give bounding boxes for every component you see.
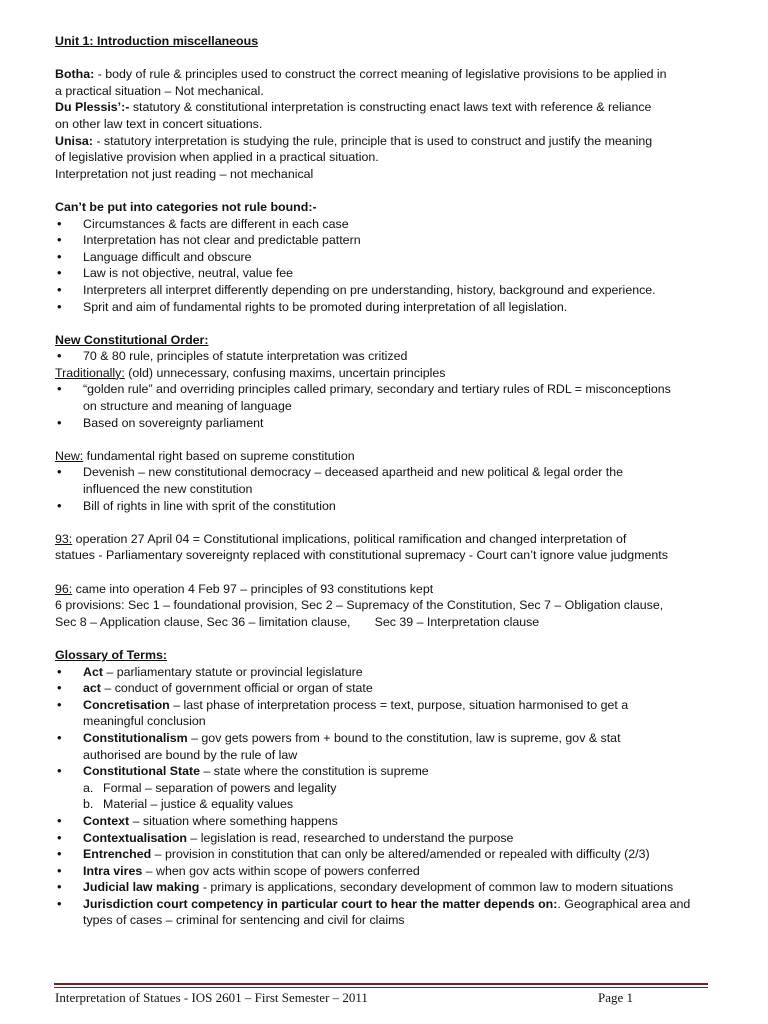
list-item: • Law is not objective, neutral, value fee: [55, 265, 715, 282]
list-item: • Based on sovereignty parliament: [55, 415, 715, 432]
document-body: Unit 1: Introduction miscellaneous Botha: - body of rule & principles used to construct the correct meaning of legislative provisions to be applied in a practical situation – Not mechanical. Du Plessis’:- statutory & constitutional interpretation is constructing enact laws text with reference & reliance on other law text in concert situations. Unisa: - statutory interpretation is studying the rule, principle that is used to construct and justify the meaning of legislative provision when applied in a practical situation. Interpretation not just reading – not mechanical Can’t be put into categories not rule bound:- • Circumstances & facts are different in each case • Interpretation has not clear and predictable pattern • Language difficult and obscure • Law is not objective, neutral, value fee • Interpreters all interpret differently depending on pre understanding, history, background and experience. • Sprit and aim of fundamental rights to be promoted during interpretation of all legislation. New Constitutional Order: • 70 & 80 rule, principles of statute interpretation was critized Traditionally: (old) unnecessary, confusing maxims, uncertain principles • “golden rule” and overriding principles called primary, secondary and tertiary rules of RDL = misconceptions on structure and meaning of language • Based on sovereignty parliament New: fundamental right based on supreme constitution • Devenish – new constitutional democracy – deceased apartheid and new political & legal order the influenced the new constitution • Bill of rights in line with sprit of the constitution 93: operation 27 April 04 = Constitutional implications, political ramification and changed interpretation of statues - Parliamentary sovereignty replaced with constitutional supremacy - Court can’t ignore value judgments 96: came into operation 4 Feb 97 – principles of 93 constitutions kept 6 provisions: Sec 1 – foundational provision, Sec 2 – Supremacy of the Constitution, Sec 7 – Obligation clause, Sec 8 – Application clause, Sec 36 – limitation clause, Sec 39 – Interpretation clause Glossary of Terms: • Act – parliamentary statute or provincial legislature • act – conduct of government official or organ of state • Concretisation – last phase of interpretation process = text, purpose, situation harmonised to get a meaningful conclusion • Constitutionalism – gov gets powers from + bound to the constitution, law is supreme, gov & stat authorised are bound by the rule of law • Constitutional State – state where the constitution is supreme a. Formal – separation of powers and legality b. Material – justice & equality values • Context – situation where something happens • Contextualisation – legislation is read, researched to understand the purpose • Entrenched – provision in constitution that can only be altered/amended or repealed with difficulty (2/3) • Intra vires – when gov acts within scope of powers conferred • Judicial law making - primary is applications, secondary development of common law to modern situations • Jurisdiction court competency in particular court to hear the matter depends on:. Geographical area and types of cases – criminal for sentencing and civil for claims: [55, 33, 715, 929]
definition-unisa: Unisa: - statutory interpretation is studying the rule, principle that is used to construct and justify the meaning: [55, 133, 653, 148]
new-line: New: fundamental right based on supreme constitution: [55, 448, 355, 463]
glossary-item: • Constitutional State – state where the constitution is supreme: [55, 763, 715, 780]
glossary-item: • Entrenched – provision in constitution that can only be altered/amended or repealed with difficulty (2/3): [55, 846, 715, 863]
glossary-item: • Concretisation – last phase of interpretation process = text, purpose, situation harmonised to get a meaningful conclusion: [55, 697, 715, 730]
list-item: • Language difficult and obscure: [55, 249, 715, 266]
glossary-heading: Glossary of Terms:: [55, 647, 168, 662]
constitution-96: 96: came into operation 4 Feb 97 – principles of 93 constitutions kept: [55, 581, 434, 596]
footer-title: Interpretation of Statues - IOS 2601 – First Semester – 2011: [55, 990, 368, 1005]
new-order-heading: New Constitutional Order:: [55, 332, 209, 347]
list-item: • 70 & 80 rule, principles of statute interpretation was critized: [55, 348, 715, 365]
definition-du-plessis: Du Plessis’:- statutory & constitutional interpretation is constructing enact laws text with reference & reliance: [55, 100, 652, 115]
sub-item: a. Formal – separation of powers and legality: [83, 780, 337, 795]
sub-item: b. Material – justice & equality values: [83, 797, 294, 812]
glossary-item: • Constitutionalism – gov gets powers from + bound to the constitution, law is supreme, gov & stat authorised are bound by the rule of law: [55, 730, 715, 763]
provisions-line: 6 provisions: Sec 1 – foundational provision, Sec 2 – Supremacy of the Constitution, Sec 7 – Obligation clause,: [55, 598, 664, 613]
list-item: • Circumstances & facts are different in each case: [55, 216, 715, 233]
list-item: • Sprit and aim of fundamental rights to be promoted during interpretation of all legislation.: [55, 299, 715, 316]
glossary-item: • Context – situation where something happens: [55, 813, 715, 830]
list-item: • Bill of rights in line with sprit of the constitution: [55, 498, 715, 515]
traditionally-line: Traditionally: (old) unnecessary, confusing maxims, uncertain principles: [55, 365, 446, 380]
constitution-93: 93: operation 27 April 04 = Constitutional implications, political ramification and changed interpretation of: [55, 531, 627, 546]
footer-rule: [54, 983, 708, 985]
not-reading-note: Interpretation not just reading – not mechanical: [55, 166, 314, 181]
page-title: Unit 1: Introduction miscellaneous: [55, 34, 259, 48]
glossary-item: • act – conduct of government official or organ of state: [55, 680, 715, 697]
categories-heading: Can’t be put into categories not rule bound:-: [55, 199, 317, 214]
glossary-item: • Judicial law making - primary is applications, secondary development of common law to modern situations: [55, 879, 715, 896]
definition-botha: Botha: - body of rule & principles used to construct the correct meaning of legislative provisions to be applied in: [55, 67, 667, 82]
list-item: • Interpretation has not clear and predictable pattern: [55, 232, 715, 249]
glossary-item: • Jurisdiction court competency in particular court to hear the matter depends on:. Geographical area and types of cases – criminal for sentencing and civil for claims: [55, 896, 715, 929]
list-item: • Devenish – new constitutional democracy – deceased apartheid and new political & legal order the influenced the new constitution: [55, 464, 715, 497]
glossary-item: • Contextualisation – legislation is read, researched to understand the purpose: [55, 830, 715, 847]
footer-rule: [54, 987, 708, 988]
list-item: • “golden rule” and overriding principles called primary, secondary and tertiary rules of RDL = misconceptions on structure and meaning of language: [55, 381, 715, 414]
glossary-item: • Act – parliamentary statute or provincial legislature: [55, 664, 715, 681]
page-number: Page 1: [598, 990, 634, 1005]
list-item: • Interpreters all interpret differently depending on pre understanding, history, background and experience.: [55, 282, 715, 299]
glossary-item: • Intra vires – when gov acts within scope of powers conferred: [55, 863, 715, 880]
